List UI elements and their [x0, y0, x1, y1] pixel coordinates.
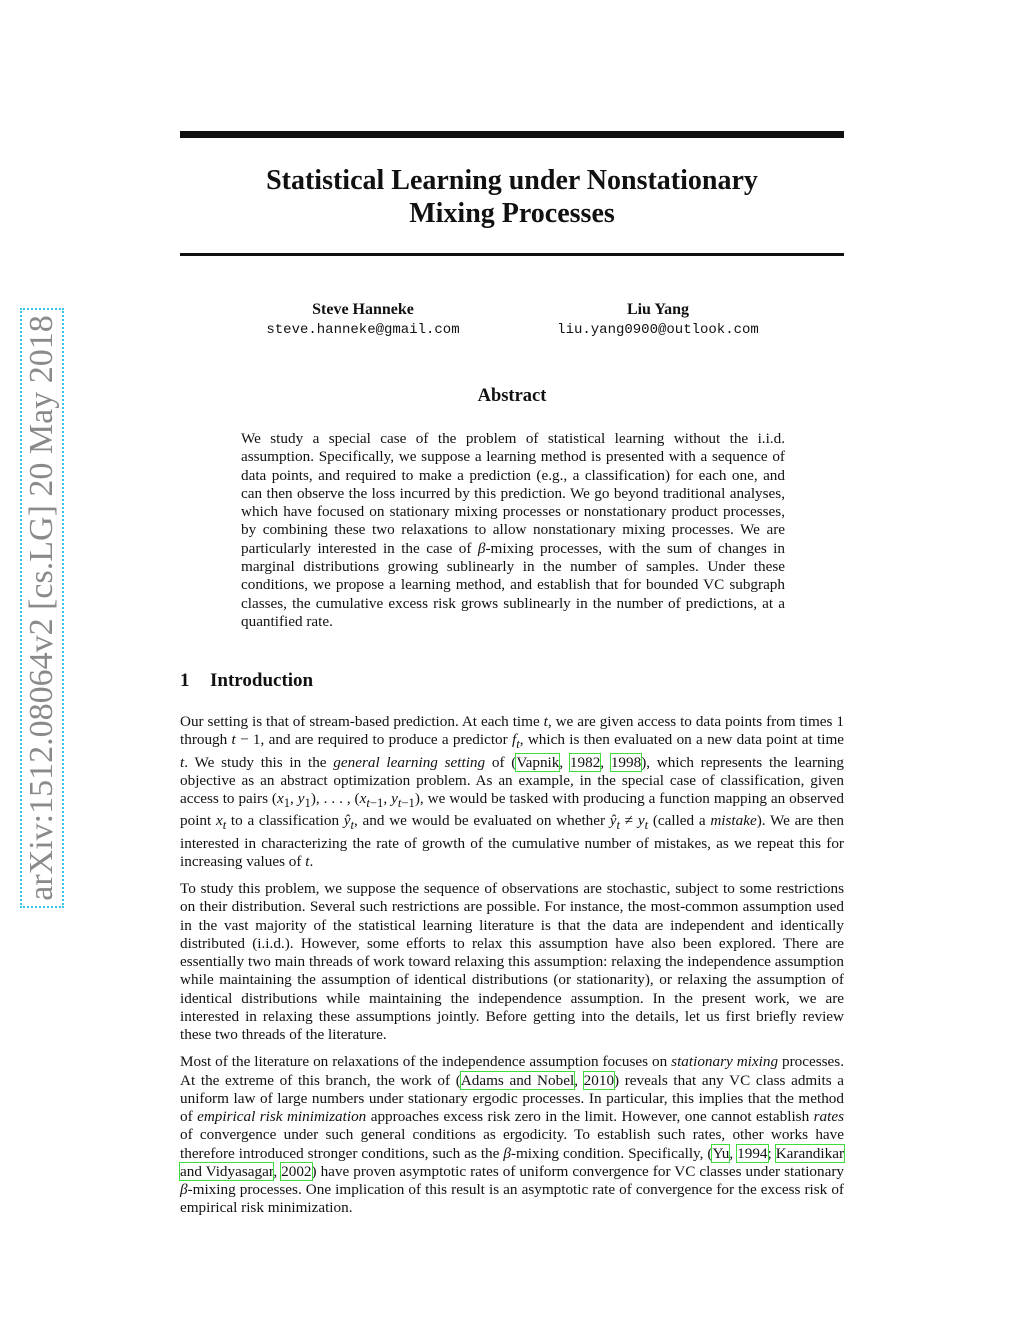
arxiv-identifier[interactable]: arXiv:1512.08064v2 [cs.LG] 20 May 2018	[20, 308, 64, 908]
abstract-heading: Abstract	[477, 386, 547, 406]
author-email[interactable]: liu.yang0900@outlook.com	[557, 322, 759, 338]
author-block-2	[508, 300, 808, 340]
citation-link[interactable]: 2002	[281, 1162, 312, 1180]
author-name: Steve Hanneke	[312, 301, 414, 318]
author-name: Liu Yang	[626, 301, 690, 318]
section-title: Introduction	[210, 670, 314, 691]
title-top-rule	[180, 131, 844, 138]
title-bottom-rule	[180, 253, 844, 256]
title-line-2: Mixing Processes	[409, 198, 615, 229]
citation-link[interactable]: Vapnik	[516, 753, 560, 771]
citation-link[interactable]: 1998	[610, 753, 642, 771]
section-number: 1	[180, 670, 190, 691]
citation-link[interactable]: Karandikar and Vidyasagar	[180, 1144, 845, 1180]
title-line-1: Statistical Learning under Nonstationary	[266, 165, 758, 196]
citation-link[interactable]: 1994	[737, 1144, 768, 1162]
citation-link[interactable]: Yu	[712, 1144, 730, 1162]
introduction-body	[180, 713, 844, 1227]
paragraph: To study this problem, we suppose the sequence of observations are stochastic, subject to some restrictions on their distribution. Several such restrictions are possible. For instance, the most-common assumption used in the vast majority of the statistical learning literature is that the data are independent and identically distributed (i.i.d.). However, some efforts to relax this assumption have also been explored. There are essentially two main threads of work toward relaxing this assumption: relaxing the independence assumption while maintaining the assumption of identical distributions (or stationarity), or relaxing the assumption of identical distributions while maintaining the independence assumption. In the present work, we are interested in relaxing these assumptions jointly. Before getting into the details, let us first briefly review these two threads of the literature.	[180, 880, 844, 1044]
abstract-text: We study a special case of the problem of statistical learning without the i.i.d. assumption. Specifically, we suppose a learning method is presented with a sequence of data points, and required to make a prediction (e.g., a classification) for each one, and can then observe the loss incurred by this prediction. We go beyond traditional analyses, which have focused on stationary mixing processes or nonstationary product processes, by combining these two relaxations to allow nonstationary mixing processes. We are particularly interested in the case of β-mixing processes, with the sum of changes in marginal distributions growing sublinearly in the number of samples. Under these conditions, we propose a learning method, and establish that for bounded VC subgraph classes, the cumulative excess risk grows sublinearly in the number of predictions, at a quantified rate.	[241, 430, 785, 630]
paragraph: Our setting is that of stream-based prediction. At each time t, we are given access to data points from times 1 through t − 1, and are required to produce a predictor $f_t$, which is then evaluated on a new data point at time t. We study this in the general learning setting of (Vapnik, 1982, 1998), which represents the learning objective as an abstract optimization problem. As an example, in the special case of classification, given access to pairs ($x_1$, $y_1$), . . . , ($x_{t-1}$, $y_{t-1}$), we would be tasked with producing a function mapping an observed point $x_t$ to a classification $ŷ_t$, and we would be evaluated on whether $ŷ_t \ne y_t$ (called a mistake). We are then interested in characterizing the rate of growth of the cumulative number of mistakes, as we repeat this for increasing values of t.	[180, 713, 845, 870]
author-email[interactable]: steve.hanneke@gmail.com	[266, 322, 460, 338]
citation-link[interactable]: Adams and Nobel	[460, 1071, 575, 1089]
author-block-1	[213, 300, 513, 340]
section-heading	[180, 670, 313, 692]
citation-link[interactable]: 1982	[569, 753, 601, 771]
paragraph: Most of the literature on relaxations of the independence assumption focuses on stationary mixing processes. At the extreme of this branch, the work of (Adams and Nobel, 2010) reveals that any VC class admits a uniform law of large numbers under stationary ergodic processes. In particular, this implies that the method of empirical risk minimization approaches excess risk zero in the limit. However, one cannot establish rates of convergence under such general conditions as ergodicity. To establish such rates, other works have therefore introduced stronger conditions, such as the β-mixing condition. Specifically, (Yu, 1994; Karandikar and Vidyasagar, 2002) have proven asymptotic rates of uniform convergence for VC classes under stationary β-mixing processes. One implication of this result is an asymptotic rate of convergence for the excess risk of empirical risk minimization.	[180, 1053, 845, 1217]
paper-title	[180, 164, 844, 230]
citation-link[interactable]: 2010	[583, 1071, 615, 1089]
